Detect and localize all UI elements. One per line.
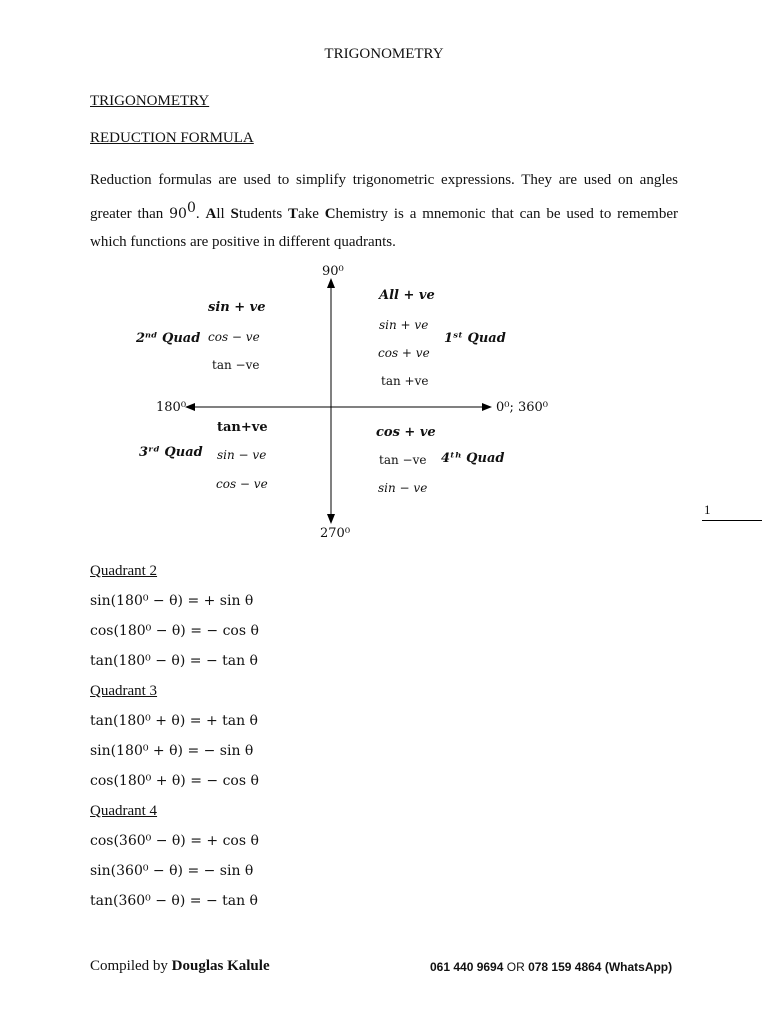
q1-line-all: All + ve [379, 288, 435, 303]
mnemonic-letter-c: C [324, 206, 336, 222]
page-header: TRIGONOMETRY [324, 46, 444, 62]
arrow-down-icon [327, 514, 335, 524]
q1-line-cos: cos + ve [378, 346, 430, 360]
intro-paragraph [90, 166, 678, 256]
quadrant2-eq-1: sin(180⁰ − θ) = + sin θ [90, 593, 254, 609]
axis-label-90: 90⁰ [322, 264, 344, 279]
footer-author: Douglas Kalule [171, 958, 270, 974]
arrow-left-icon [185, 403, 195, 411]
q3-line-cos: cos − ve [216, 477, 268, 491]
quadrant2-eq-2: cos(180⁰ − θ) = − cos θ [90, 623, 259, 639]
q2-name: 2ⁿᵈ Quad [136, 331, 201, 346]
quadrant4-eq-1: cos(360⁰ − θ) = + cos θ [90, 833, 259, 849]
footer-compiled-label: Compiled by [90, 958, 172, 974]
intro-text-2: . [195, 206, 206, 222]
q4-line-cos: cos + ve [376, 425, 436, 440]
quadrant4-eq-3: tan(360⁰ − θ) = − tan θ [90, 893, 258, 909]
q2-line-sin: sin + ve [208, 300, 266, 315]
mnemonic-letter-s: S [230, 206, 239, 222]
axis-label-180: 180⁰ [156, 400, 187, 415]
page-number: 1 [704, 502, 711, 517]
mnemonic-word-chemistry: hemistry [335, 206, 389, 222]
q4-line-tan: tan −ve [379, 453, 427, 467]
mnemonic-word-take: ake [298, 206, 325, 222]
intro-text-3: is a mnemonic that can be used to remember which functions are positive in different quadrants. [90, 206, 678, 250]
footer-phone-2: 078 159 4864 (WhatsApp) [528, 960, 673, 974]
q3-line-sin: sin − ve [217, 448, 267, 462]
footer-compiled-by [90, 958, 270, 975]
quadrant4-eq-2: sin(360⁰ − θ) = − sin θ [90, 863, 254, 879]
footer-contact [430, 960, 672, 974]
intro-text-1: Reduction formulas are used to simplify trigonometric expressions. They are used on angles greater than [90, 172, 678, 222]
quadrant3-eq-3: cos(180⁰ + θ) = − cos θ [90, 773, 259, 789]
section-title: REDUCTION FORMULA [90, 130, 254, 146]
axis-label-270: 270⁰ [320, 526, 351, 541]
arrow-right-icon [482, 403, 492, 411]
q4-name: 4ᵗʰ Quad [441, 451, 505, 466]
quadrant4-title: Quadrant 4 [90, 803, 158, 819]
page-number-rule [702, 520, 762, 521]
q1-line-sin: sin + ve [379, 318, 429, 332]
mnemonic-letter-a: A [205, 206, 217, 222]
arrow-up-icon [327, 278, 335, 288]
q3-name: 3ʳᵈ Quad [139, 445, 203, 460]
footer-or: OR [503, 960, 529, 974]
q4-line-sin: sin − ve [378, 481, 428, 495]
intro-angle: 90 [169, 206, 187, 222]
q1-line-tan: tan +ve [381, 374, 429, 388]
mnemonic-word-students: tudents [238, 206, 289, 222]
quadrant3-eq-1: tan(180⁰ + θ) = + tan θ [90, 713, 258, 729]
axis-label-0-360: 0⁰; 360⁰ [496, 400, 549, 415]
q2-line-tan: tan −ve [212, 358, 260, 372]
intro-angle-sup: 0 [186, 200, 196, 216]
mnemonic-word-all: ll [216, 206, 231, 222]
q2-line-cos: cos − ve [208, 330, 260, 344]
quadrant2-eq-3: tan(180⁰ − θ) = − tan θ [90, 653, 258, 669]
q1-name: 1ˢᵗ Quad [444, 331, 506, 346]
q3-line-tan: tan+ve [217, 420, 268, 435]
page-title: TRIGONOMETRY [90, 93, 210, 109]
quadrant2-title: Quadrant 2 [90, 563, 158, 579]
mnemonic-letter-t: T [288, 206, 299, 222]
quadrant-diagram [90, 258, 690, 548]
quadrant3-title: Quadrant 3 [90, 683, 158, 699]
quadrant3-eq-2: sin(180⁰ + θ) = − sin θ [90, 743, 254, 759]
footer-phone-1: 061 440 9694 [430, 960, 504, 974]
